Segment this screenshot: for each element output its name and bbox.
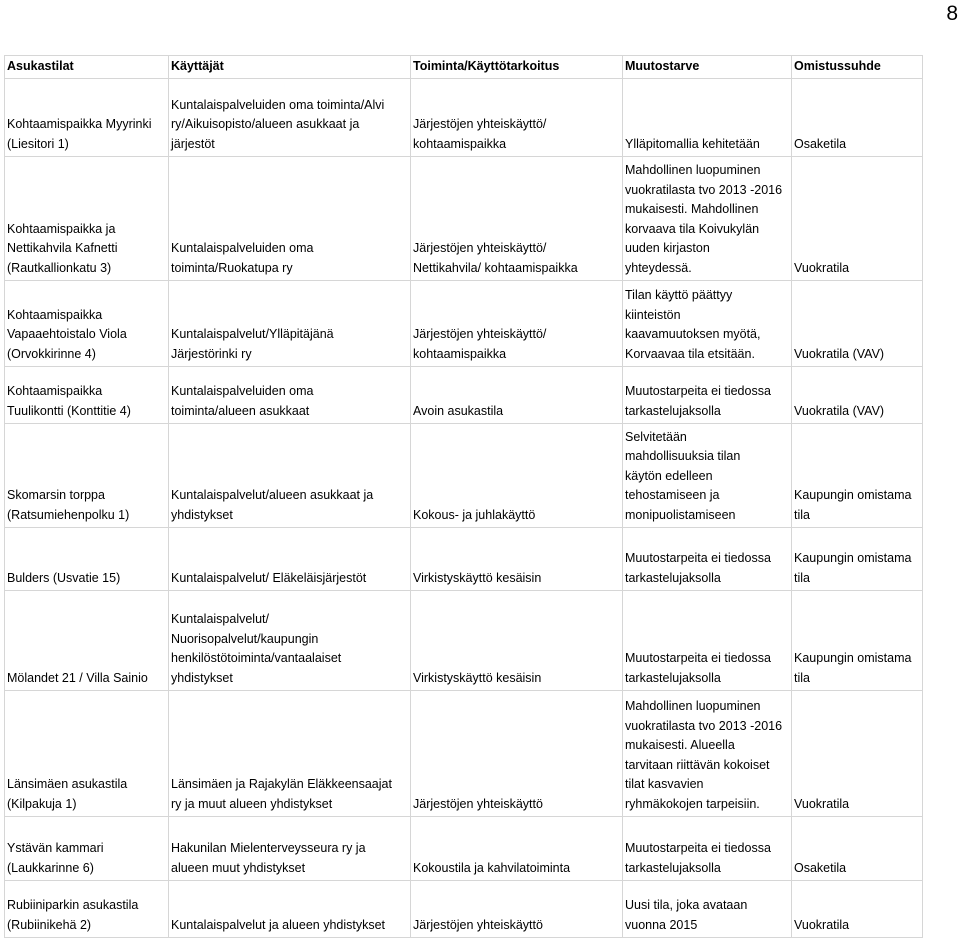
table-cell: Kuntalaispalvelut/Ylläpitäjänä Järjestörinki ry bbox=[169, 281, 411, 367]
table-cell: Kuntalaispalvelut/ Eläkeläisjärjestöt bbox=[169, 528, 411, 591]
table-row bbox=[5, 367, 923, 424]
table-cell: Bulders (Usvatie 15) bbox=[5, 528, 169, 591]
table-cell: Vuokratila (VAV) bbox=[792, 281, 923, 367]
table-cell: Järjestöjen yhteiskäyttö/ Nettikahvila/ kohtaamispaikka bbox=[411, 157, 623, 281]
table-cell: Kaupungin omistama tila bbox=[792, 424, 923, 528]
header-cell: Toiminta/Käyttötarkoitus bbox=[411, 56, 623, 79]
table-cell: Kohtaamispaikka Vapaaehtoistalo Viola (Orvokkirinne 4) bbox=[5, 281, 169, 367]
table-cell: Vuokratila bbox=[792, 881, 923, 938]
table-cell: Ystävän kammari (Laukkarinne 6) bbox=[5, 817, 169, 881]
table-cell: Kokoustila ja kahvilatoiminta bbox=[411, 817, 623, 881]
table-cell: Muutostarpeita ei tiedossa tarkastelujaksolla bbox=[623, 817, 792, 881]
header-cell: Asukastilat bbox=[5, 56, 169, 79]
table-cell: Hakunilan Mielenterveysseura ry ja alueen muut yhdistykset bbox=[169, 817, 411, 881]
table-cell: Kuntalaispalvelut ja alueen yhdistykset bbox=[169, 881, 411, 938]
table-cell: Muutostarpeita ei tiedossa tarkastelujaksolla bbox=[623, 367, 792, 424]
table-cell: Kohtaamispaikka Tuulikontti (Konttitie 4) bbox=[5, 367, 169, 424]
table-row bbox=[5, 281, 923, 367]
table-row bbox=[5, 881, 923, 938]
table-cell: Järjestöjen yhteiskäyttö bbox=[411, 881, 623, 938]
table-cell: Kuntalaispalveluiden oma toiminta/Ruokatupa ry bbox=[169, 157, 411, 281]
table-row bbox=[5, 591, 923, 691]
table-cell: Vuokratila (VAV) bbox=[792, 367, 923, 424]
header-cell: Muutostarve bbox=[623, 56, 792, 79]
table-cell: Länsimäen ja Rajakylän Eläkkeensaajat ry ja muut alueen yhdistykset bbox=[169, 691, 411, 817]
table-cell: Kokous- ja juhlakäyttö bbox=[411, 424, 623, 528]
table-cell: Ylläpitomallia kehitetään bbox=[623, 79, 792, 157]
table-cell: Mahdollinen luopuminen vuokratilasta tvo 2013 -2016 mukaisesti. Mahdollinen korvaava tila Koivukylän uuden kirjaston yhteydessä. bbox=[623, 157, 792, 281]
page-number: 8 bbox=[946, 2, 958, 25]
table-cell: Kaupungin omistama tila bbox=[792, 528, 923, 591]
facilities-table bbox=[4, 55, 923, 938]
table-cell: Osaketila bbox=[792, 817, 923, 881]
table-cell: Kuntalaispalveluiden oma toiminta/Alvi ry/Aikuisopisto/alueen asukkaat ja järjestöt bbox=[169, 79, 411, 157]
table-cell: Järjestöjen yhteiskäyttö/ kohtaamispaikka bbox=[411, 281, 623, 367]
table-cell: Kohtaamispaikka ja Nettikahvila Kafnetti (Rautkallionkatu 3) bbox=[5, 157, 169, 281]
table-row bbox=[5, 79, 923, 157]
table-row bbox=[5, 528, 923, 591]
table-cell: Muutostarpeita ei tiedossa tarkastelujaksolla bbox=[623, 591, 792, 691]
table-cell: Vuokratila bbox=[792, 157, 923, 281]
table-cell: Kuntalaispalvelut/ Nuorisopalvelut/kaupungin henkilöstötoiminta/vantaalaiset yhdistykset bbox=[169, 591, 411, 691]
table-cell: Mölandet 21 / Villa Sainio bbox=[5, 591, 169, 691]
table-cell: Länsimäen asukastila (Kilpakuja 1) bbox=[5, 691, 169, 817]
table-cell: Tilan käyttö päättyy kiinteistön kaavamuutoksen myötä, Korvaavaa tila etsitään. bbox=[623, 281, 792, 367]
table-cell: Rubiiniparkin asukastila (Rubiinikehä 2) bbox=[5, 881, 169, 938]
table-cell: Mahdollinen luopuminen vuokratilasta tvo 2013 -2016 mukaisesti. Alueella tarvitaan riittävän kokoiset tilat kasvavien ryhmäkokojen tarpeisiin. bbox=[623, 691, 792, 817]
table-cell: Järjestöjen yhteiskäyttö/ kohtaamispaikka bbox=[411, 79, 623, 157]
header-cell: Käyttäjät bbox=[169, 56, 411, 79]
table-cell: Osaketila bbox=[792, 79, 923, 157]
table-row bbox=[5, 157, 923, 281]
header-row bbox=[5, 56, 923, 79]
table-cell: Uusi tila, joka avataan vuonna 2015 bbox=[623, 881, 792, 938]
table-cell: Virkistyskäyttö kesäisin bbox=[411, 528, 623, 591]
table-cell: Kaupungin omistama tila bbox=[792, 591, 923, 691]
table-row bbox=[5, 817, 923, 881]
table-cell: Skomarsin torppa (Ratsumiehenpolku 1) bbox=[5, 424, 169, 528]
table-cell: Kohtaamispaikka Myyrinki (Liesitori 1) bbox=[5, 79, 169, 157]
table-row bbox=[5, 691, 923, 817]
header-cell: Omistussuhde bbox=[792, 56, 923, 79]
table-cell: Selvitetään mahdollisuuksia tilan käytön edelleen tehostamiseen ja monipuolistamiseen bbox=[623, 424, 792, 528]
table-cell: Virkistyskäyttö kesäisin bbox=[411, 591, 623, 691]
table-cell: Kuntalaispalveluiden oma toiminta/alueen asukkaat bbox=[169, 367, 411, 424]
table-cell: Kuntalaispalvelut/alueen asukkaat ja yhdistykset bbox=[169, 424, 411, 528]
table-cell: Vuokratila bbox=[792, 691, 923, 817]
table-row bbox=[5, 424, 923, 528]
table-cell: Avoin asukastila bbox=[411, 367, 623, 424]
table-cell: Muutostarpeita ei tiedossa tarkastelujaksolla bbox=[623, 528, 792, 591]
table-cell: Järjestöjen yhteiskäyttö bbox=[411, 691, 623, 817]
